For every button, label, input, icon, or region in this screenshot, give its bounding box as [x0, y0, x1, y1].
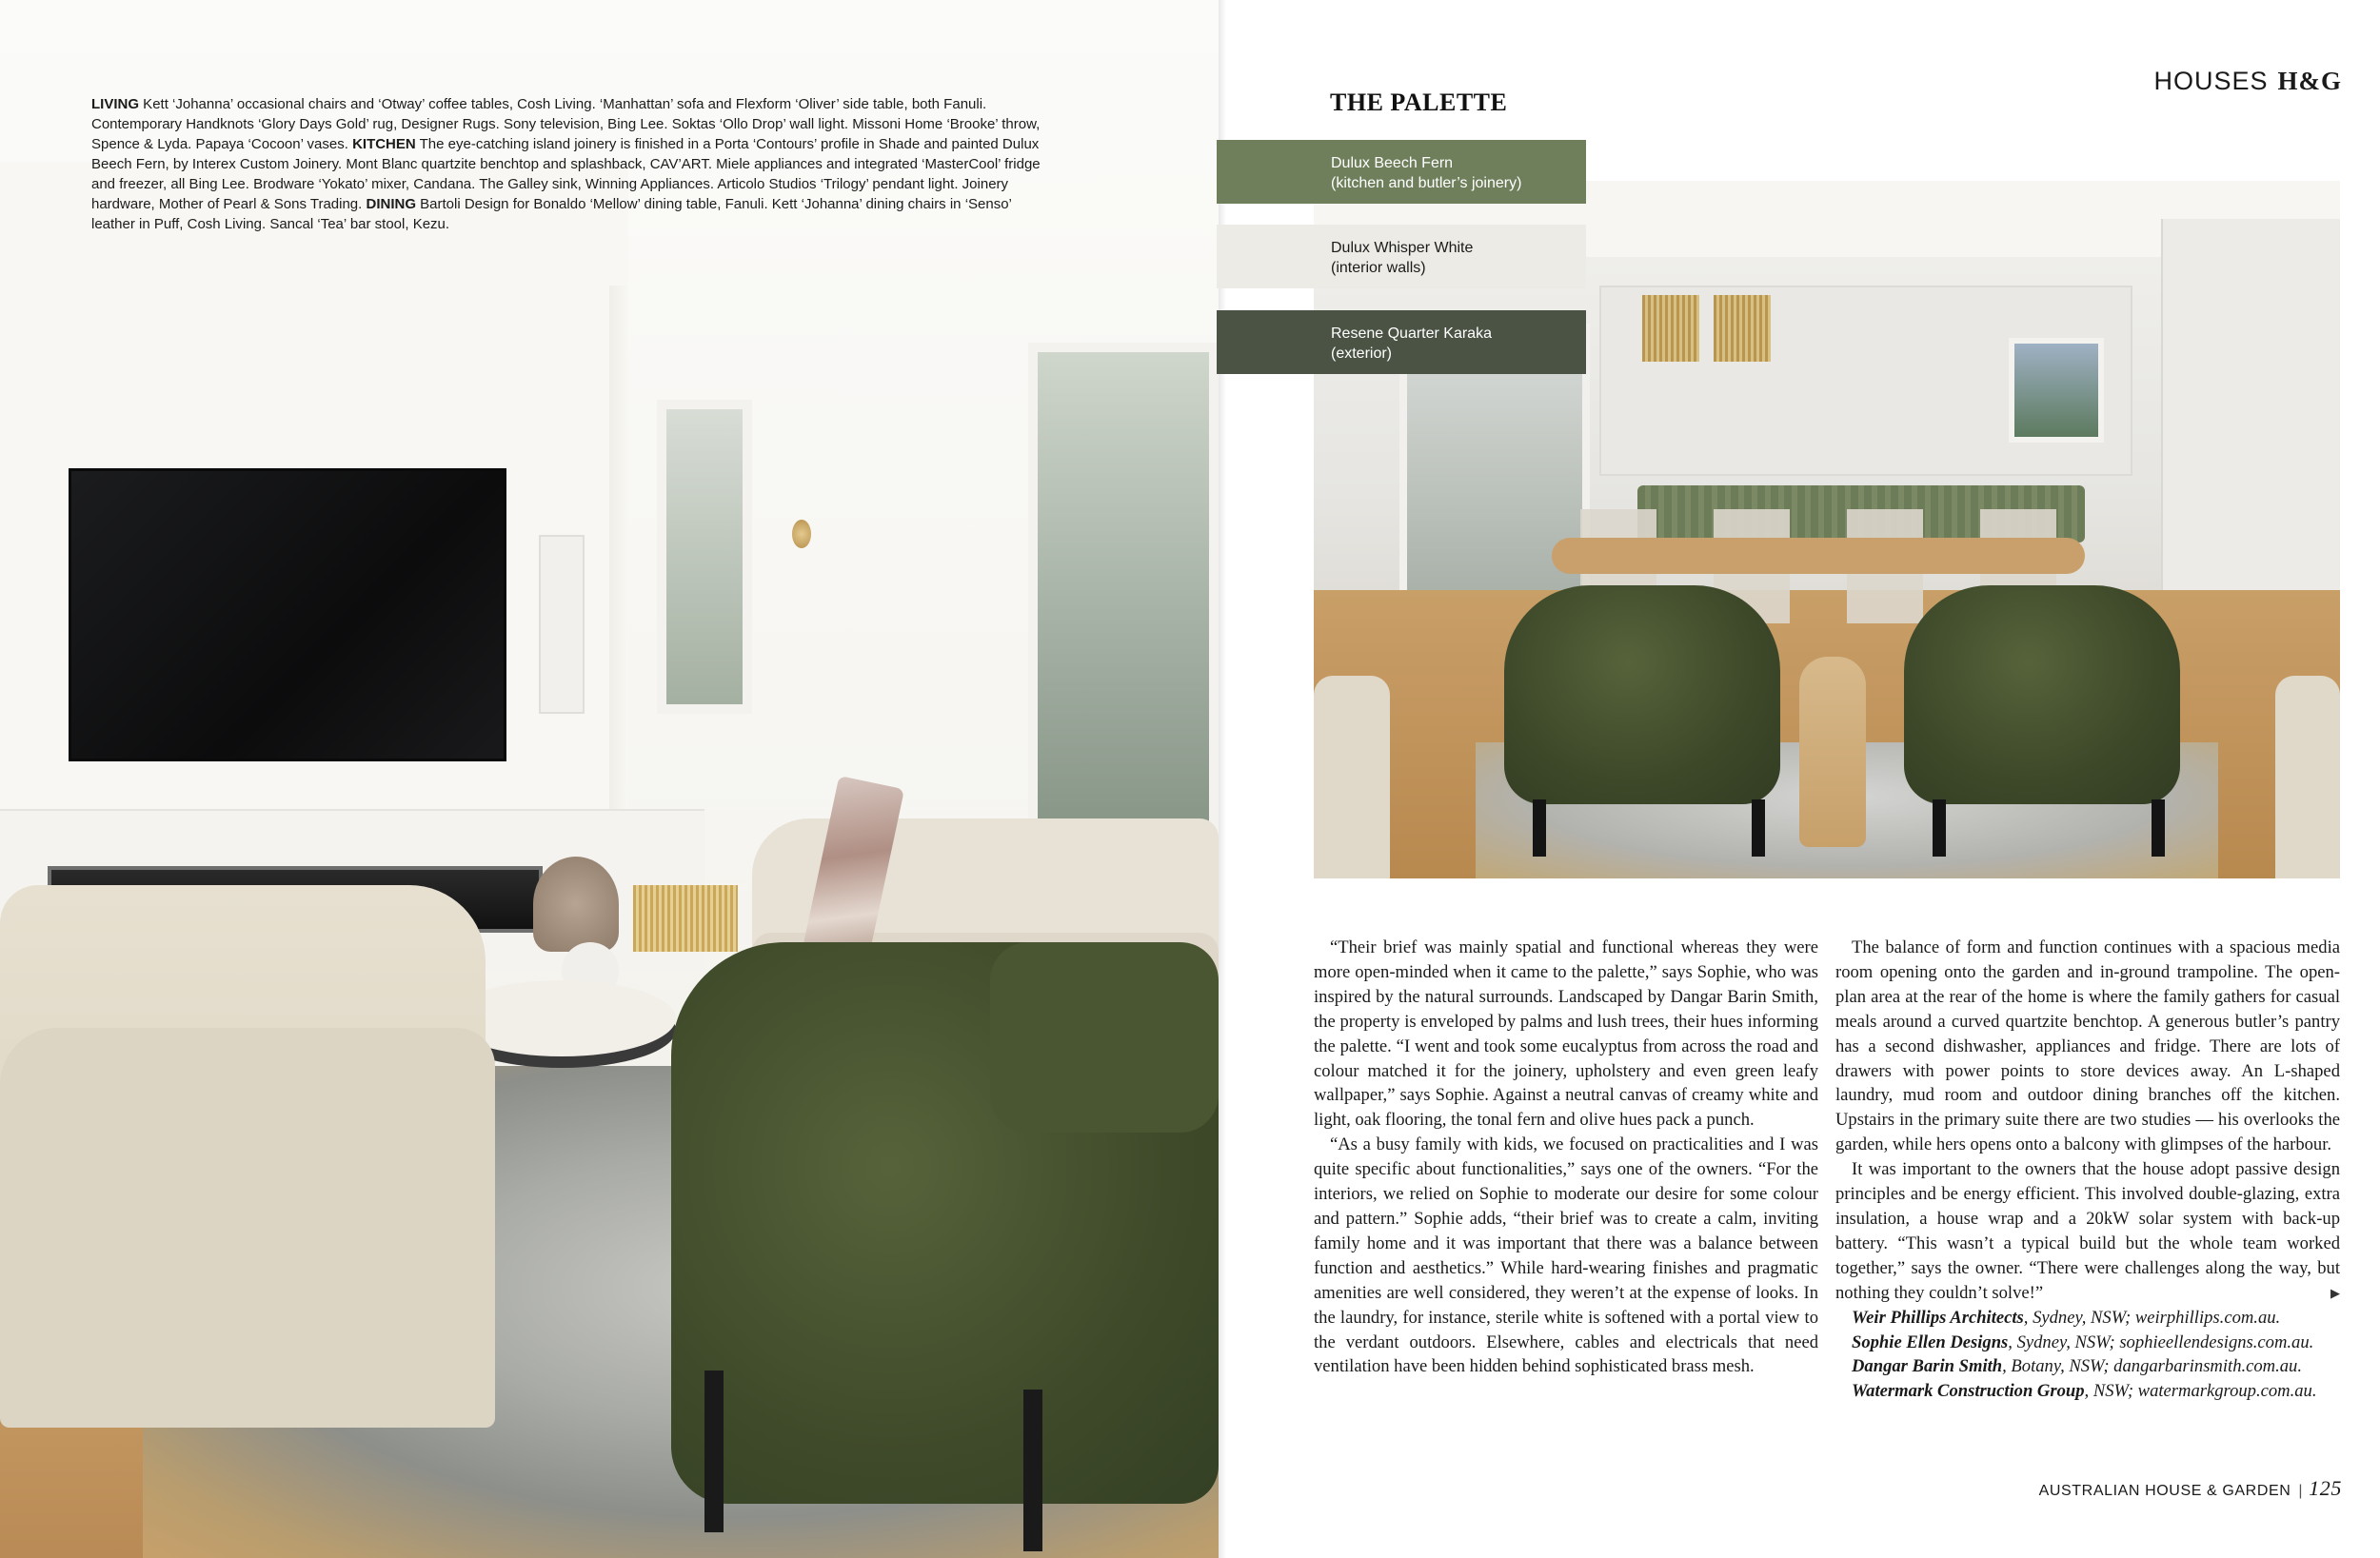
article-column-2: [1835, 936, 2340, 1404]
credit-line: [1835, 1306, 2340, 1331]
photo-dining-table: [1552, 538, 2085, 574]
footer-separator: |: [2298, 1483, 2304, 1499]
palette-swatch-beech-fern: [1217, 140, 1586, 204]
swatch-use: (kitchen and butler’s joinery): [1331, 175, 1522, 191]
photo-glass-cabinets: [2161, 219, 2340, 619]
photo-green-cushion: [990, 942, 1219, 1133]
credit-detail: , Botany, NSW; dangarbarinsmith.com.au.: [2002, 1356, 2303, 1377]
body-paragraph: “Their brief was mainly spatial and functional whereas they were more open-minded when it came to the palette,” says Sophie, who was inspired by the natural surrounds. Landscaped by Dangar Barin Smith, the property is enveloped by palms and lush trees, their hues informing the palette. “I went and took some eucalyptus from across the road and colour matched it for the joinery, upholstery and even green leafy wallpaper,” says Sophie. Against a neutral canvas of creamy white and light, oak flooring, the tonal fern and olive hues pack a punch.: [1314, 937, 1818, 1131]
photo-window: [2009, 338, 2104, 443]
brand-logo: H&G: [2277, 67, 2342, 95]
body-paragraph-text: It was important to the owners that the house adopt passive design principles and be energy efficient. This involved double-glazing, extra insulation, a house wrap and a 20kW solar system with back-up battery. “This wasn’t a typical build but the whole team worked together,” says the owner. “There were challenges along the way, but nothing they couldn’t solve!”: [1835, 1159, 2340, 1303]
photo-chair-leg: [1933, 799, 1946, 857]
body-paragraph: “As a busy family with kids, we focused on practicalities and I was quite specific about functionalities,” says one of the owners. “For the interiors, we relied on Sophie to moderate our desire for some colour and pattern.” Sophie adds, “their brief was to create a calm, inviting family home and it was important that there was a balance between function and aesthetics.” While hard-wearing finishes and pragmatic amenities are well considered, they weren’t at the expense of looks. In the laundry, for instance, sterile white is softened with a portal view to the verdant outdoors. Elsewhere, cables and electricals that need ventilation have been hidden behind sophisticated brass mesh.: [1314, 1134, 1818, 1377]
credit-detail: , Sydney, NSW; weirphillips.com.au.: [2023, 1307, 2281, 1328]
photo-green-chair: [1504, 585, 1780, 804]
body-paragraph: [1835, 1157, 2340, 1305]
credit-line: [1835, 1354, 2340, 1379]
section-name: HOUSES: [2153, 67, 2269, 95]
photo-cream-chair-arm: [0, 1028, 495, 1428]
swatch-name: Dulux Whisper White: [1331, 240, 1474, 256]
photo-cream-chair: [1314, 676, 1390, 878]
photo-wall-shadow: [609, 286, 628, 895]
page-footer: [2039, 1476, 2342, 1501]
photo-brass-panel: [1642, 295, 1699, 362]
swatch-name: Dulux Beech Fern: [1331, 155, 1454, 171]
swatch-name: Resene Quarter Karaka: [1331, 325, 1492, 342]
palette-swatch-quarter-karaka: [1217, 310, 1586, 374]
credit-firm: Watermark Construction Group: [1852, 1381, 2085, 1402]
photo-caption: [91, 94, 1043, 234]
photo-cream-chair: [2275, 676, 2340, 878]
caption-living-text: Kett ‘Johanna’ occasional chairs and ‘Otway’ coffee tables, Cosh Living. ‘Manhattan’ sofa and Flexform ‘Oliver’ side table, both Fanuli. Contemporary Handknots ‘Glory Days Gold’ rug, Designer Rugs. Sony television, Bing Lee. Soktas ‘Ollo Drop’ wall light. Missoni Home ‘Brooke’ throw, Spence & Lyda. Papaya ‘Cocoon’ vases.: [91, 96, 1041, 152]
body-paragraph: The balance of form and function continues with a spacious media room opening onto the garden and in-ground trampoline. The open-plan area at the rear of the home is where the family gathers for casual meals around a curved quartzite benchtop. A generous butler’s pantry has a second dishwasher, appliances and fridge. There are lots of drawers with power points to store devices away. An L-shaped laundry, mud room and outdoor dining branches off the kitchen. Upstairs in the primary suite there are two studies — his overlooks the garden, while hers opens onto a balcony with glimpses of the harbour.: [1835, 937, 2340, 1155]
palette-swatch-whisper-white: [1217, 225, 1586, 288]
end-marker-icon: ▶: [2330, 1285, 2340, 1300]
photo-window: [657, 400, 752, 714]
photo-wall-light: [792, 520, 811, 548]
page-number: 125: [2309, 1476, 2342, 1500]
photo-brass-panel: [1714, 295, 1771, 362]
photo-side-table: [1799, 657, 1866, 847]
credit-firm: Weir Phillips Architects: [1852, 1307, 2024, 1328]
credit-firm: Dangar Barin Smith: [1852, 1356, 2003, 1377]
caption-kitchen-text: The eye-catching island joinery is finished in a Porta ‘Contours’ profile in Shade and painted Dulux Beech Fern, by Interex Custom Joinery. Mont Blanc quartzite benchtop and splashback, CAV’ART. Miele appliances and integrated ‘MasterCool’ fridge and freezer, all Bing Lee. Brodware ‘Yokato’ mixer, Candana. The Galley sink, Winning Appliances. Articolo Studios ‘Trilogy’ pendant light. Joinery hardware, Mother of Pearl & Sons Trading.: [91, 136, 1041, 212]
swatch-use: (interior walls): [1331, 260, 1426, 276]
photo-chair-leg: [1752, 799, 1765, 857]
photo-green-chair: [1904, 585, 2180, 804]
photo-brass-vent: [633, 885, 738, 952]
caption-kitchen-label: KITCHEN: [352, 136, 416, 152]
caption-living-label: LIVING: [91, 96, 140, 112]
photo-chair-leg: [1533, 799, 1546, 857]
photo-television: [69, 468, 506, 761]
photo-plant: [533, 857, 619, 952]
palette-title: THE PALETTE: [1330, 89, 1508, 116]
article-column-1: [1314, 936, 1818, 1379]
section-header: [2153, 67, 2342, 96]
photo-chair-leg: [2152, 799, 2165, 857]
publication-name: AUSTRALIAN HOUSE & GARDEN: [2038, 1483, 2291, 1499]
caption-dining-label: DINING: [366, 196, 416, 212]
credit-firm: Sophie Ellen Designs: [1852, 1331, 2009, 1352]
photo-chair-leg: [704, 1371, 724, 1532]
photo-chair-leg: [1023, 1390, 1042, 1551]
photo-wall-speaker: [539, 535, 585, 714]
swatch-use: (exterior): [1331, 345, 1393, 362]
credit-line: [1835, 1379, 2340, 1404]
caption-dining-text: Bartoli Design for Bonaldo ‘Mellow’ dining table, Fanuli. Kett ‘Johanna’ dining chairs in ‘Senso’ leather in Puff, Cosh Living. Sancal ‘Tea’ bar stool, Kezu.: [91, 196, 1012, 232]
credit-detail: , Sydney, NSW; sophieellendesigns.com.au.: [2008, 1331, 2314, 1352]
credit-detail: , NSW; watermarkgroup.com.au.: [2084, 1381, 2317, 1402]
credit-line: [1835, 1331, 2340, 1355]
